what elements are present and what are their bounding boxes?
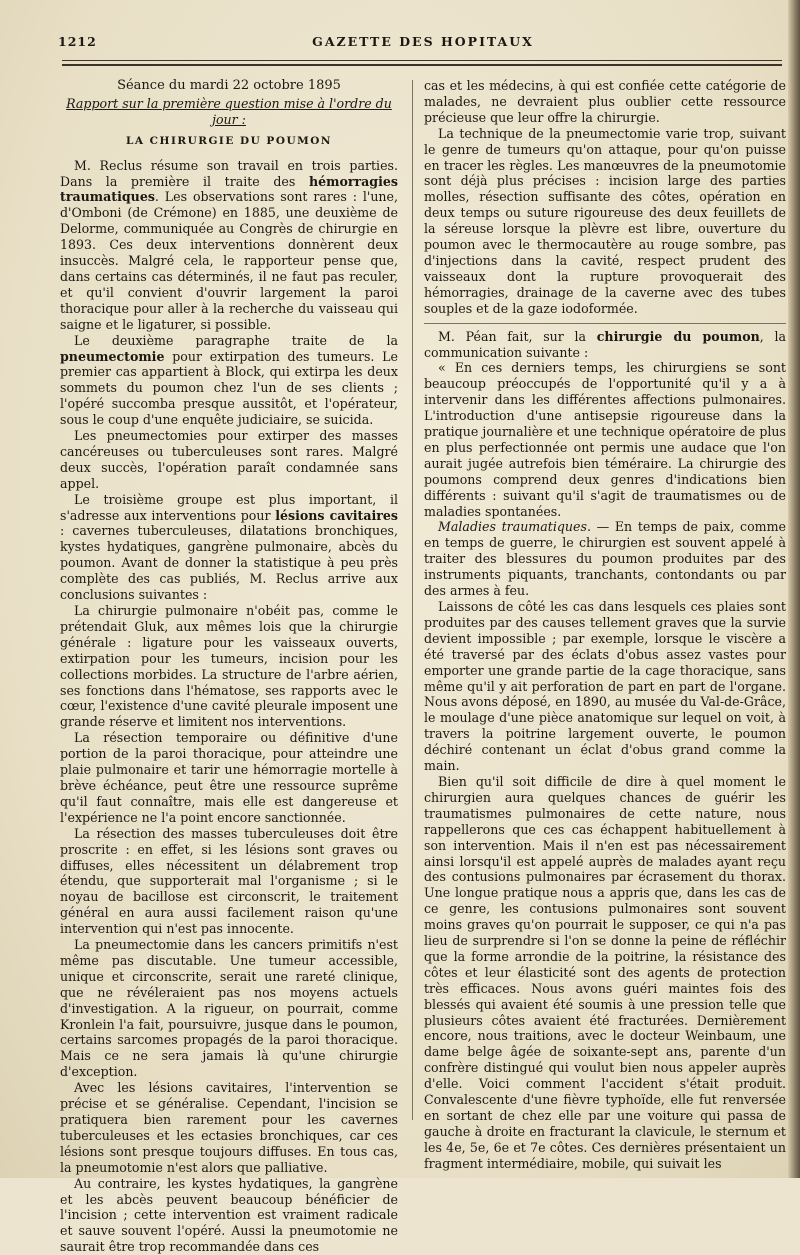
paragraph: Le deuxième paragraphe traite de la pneumectomie pour extirpation des tumeurs. Le premier cas appartient à Block, qui extirpa les deux sommets du poumon chez l'un de ses clients ; l'opéré succomba presque aussitôt, et l'opérateur, sous le coup d'une enquête judiciaire, se suicida. (60, 332, 398, 428)
paragraph: Au contraire, les kystes hydatiques, la gangrène et les abcès peuvent beaucoup bénéficier de l'incision ; cette intervention est vraiment radicale et sauve souvent l'opéré. Aussi la pneumotomie ne saurait être trop recommandée dans ces (60, 1175, 398, 1255)
column-divider (412, 80, 413, 1120)
paragraph: Bien qu'il soit difficile de dire à quel moment le chirurgien aura quelques chances de guérir les traumatismes pulmonaires de cette nature, nous rappellerons que ces cas échappent habituellement à son intervention. Mais il n'en est pas nécessairement ainsi lorsqu'il est appelé auprès de malades ayant reçu des contusions pulmonaires par écrasement du thorax. Une longue pratique nous a appris que, dans les cas de ce genre, les contusions pulmonaires sont souvent moins graves qu'on pourrait le supposer, ce qui n'a pas lieu de surprendre si l'on se donne la peine de réfléchir que la forme arrondie de la poitrine, la résistance des côtes et leur élasticité sont des agents de protection très efficaces. Nous avons guéri maintes fois des blessés qui avaient été soumis à une pression telle que plusieurs côtes avaient été fracturées. Dernièrement encore, nous traitions, avec le docteur Weinbaum, une dame belge âgée de soixante-sept ans, parente d'un confrère distingué qui voulut bien nous appeler auprès d'elle. Voici comment l'accident s'était produit. Convalescente d'une fièvre typhoïde, elle fut renversée en sortant de chez elle par une voiture qui passa de gauche à droite en fracturant la clavicule, le sternum et les 4e, 5e, 6e et 7e côtes. Ces dernières présentaient un fragment intermédiaire, mobile, qui suivait les (424, 773, 786, 1171)
page-binding-edge (788, 0, 800, 1178)
paragraph: La technique de la pneumectomie varie trop, suivant le genre de tumeurs qu'on attaque, pour qu'on puisse en tracer les règles. Les manœuvres de la pneumotomie sont déjà plus précises : incision large des parties molles, résection suffisante des côtes, opération en deux temps ou suture rigoureuse des deux feuillets de la séreuse lorsque la plèvre est libre, ouverture du poumon avec le thermocautère au rouge sombre, pas d'injections dans la cavité, respect prudent des vaisseaux dont la rupture provoquerait des hémorragies, drainage de la caverne avec des tubes souples et de la gaze iodoformée. (424, 125, 786, 316)
paragraph: Laissons de côté les cas dans lesquels ces plaies sont produites par des causes tellement graves que la survie devient impossible ; par exemple, lorsque le viscère a été traversé par des éclats d'obus assez vastes pour emporter une grande partie de la cage thoracique, sans même qu'il y ait perforation de part en part de l'organe. Nous avons déposé, en 1890, au musée du Val-de-Grâce, le moulage d'une pièce anatomique sur lequel on voit, à travers la poitrine largement ouverte, le poumon déchiré contenant un éclat d'obus grand comme la main. (424, 599, 786, 774)
session-heading: Séance du mardi 22 octobre 1895 (117, 78, 341, 93)
page-number: 1212 (58, 34, 97, 49)
header-rule-top (62, 60, 782, 61)
paragraph: La résection des masses tuberculeuses doit être proscrite : en effet, si les lésions sont graves ou diffuses, elles nécessitent un délabrement trop étendu, que supporterait mal l'organisme ; si le noyau de bacillose est circonscrit, le traitement général en aura aussi facilement raison qu'une intervention qui n'est pas innocente. (60, 825, 398, 937)
paragraph: Maladies traumatiques. — En temps de paix, comme en temps de guerre, le chirurgien est souvent appelé à traiter des blessures du poumon produites par des instruments piquants, tranchants, contondants ou par des armes à feu. (424, 519, 786, 599)
paragraph: Les pneumectomies pour extirper des masses cancéreuses ou tuberculeuses sont rares. Malgré deux succès, l'opération paraît condamnée sans appel. (60, 428, 398, 491)
paragraph: « En ces derniers temps, les chirurgiens se sont beaucoup préoccupés de l'opportunité qu'il y a à intervenir dans les différentes affections pulmonaires. L'introduction d'une antisepsie rigoureuse dans la pratique journalière et une technique opératoire de plus en plus perfectionnée ont permis une audace que l'on aurait jugée autrefois bien téméraire. La chirurgie des poumons comprend deux genres d'indications bien différents : suivant qu'il s'agit de traumatismes ou de maladies spontanées. (424, 360, 786, 519)
rapport-heading: Rapport sur la première question mise à l'ordre du jour : (66, 95, 392, 127)
section-divider (424, 323, 786, 324)
paragraph: La chirurgie pulmonaire n'obéit pas, comme le prétendait Gluk, aux mêmes lois que la chirurgie générale : ligature pour les vaisseaux ouverts, extirpation pour les tumeurs, incision pour les collections morbides. La structure de l'arbre aérien, ses fonctions dans l'hématose, ses rapports avec le cœur, l'existence d'une cavité pleurale imposent une grande réserve et limitent nos interventions. (60, 603, 398, 730)
paragraph: La pneumectomie dans les cancers primitifs n'est même pas discutable. Une tumeur accessible, unique et circonscrite, serait une rareté clinique, que ne révéleraient pas nos moyens actuels d'investigation. A la rigueur, on pourrait, comme Kronlein l'a fait, poursuivre, jusque dans le poumon, certains sarcomes propagés de la paroi thoracique. Mais ce ne sera jamais là qu'une chirurgie d'exception. (60, 937, 398, 1080)
page-header (58, 32, 788, 52)
paragraph: cas et les médecins, à qui est confiée cette catégorie de malades, ne devraient plus oublier cette ressource précieuse que leur offre la chirurgie. (424, 78, 786, 125)
right-column (424, 78, 786, 1172)
paragraph: Le troisième groupe est plus important, il s'adresse aux interventions pour lésions cavitaires : cavernes tuberculeuses, dilatations bronchiques, kystes hydatiques, gangrène pulmonaire, abcès du poumon. Avant de donner la statistique à peu près complète des cas publiés, M. Reclus arrive aux conclusions suivantes : (60, 491, 398, 603)
header-rule-bottom (62, 64, 782, 66)
section-title: LA CHIRURGIE DU POUMON (125, 134, 332, 147)
paragraph: La résection temporaire ou définitive d'une portion de la paroi thoracique, pour atteindre une plaie pulmonaire et tarir une hémorragie mortelle à brève échéance, peut être une ressource suprême qu'il faut connaître, mais elle est dangereuse et l'expérience ne l'a point encore sanctionnée. (60, 730, 398, 825)
paragraph: M. Reclus résume son travail en trois parties. Dans la première il traite des hémorragies traumatiques. Les observations sont rares : l'une, d'Omboni (de Crémone) en 1885, une deuxième de Delorme, communiquée au Congrès de chirurgie en 1893. Ces deux interventions donnèrent deux insuccès. Malgré cela, le rapporteur pense que, dans certains cas déterminés, il ne faut pas reculer, et qu'il convient d'ouvrir largement la paroi thoracique pour aller à la recherche du vaisseau qui saigne et le ligaturer, si possible. (60, 157, 398, 332)
left-column (60, 78, 398, 1255)
paragraph: M. Péan fait, sur la chirurgie du poumon, la communication suivante : (424, 328, 786, 360)
paragraph: Avec les lésions cavitaires, l'intervention se précise et se généralise. Cependant, l'incision se pratiquera bien rarement pour les cavernes tuberculeuses et les ectasies bronchiques, car ces lésions sont presque toujours diffuses. En tous cas, la pneumotomie n'est alors que palliative. (60, 1080, 398, 1175)
journal-title: GAZETTE DES HOPITAUX (312, 34, 534, 49)
